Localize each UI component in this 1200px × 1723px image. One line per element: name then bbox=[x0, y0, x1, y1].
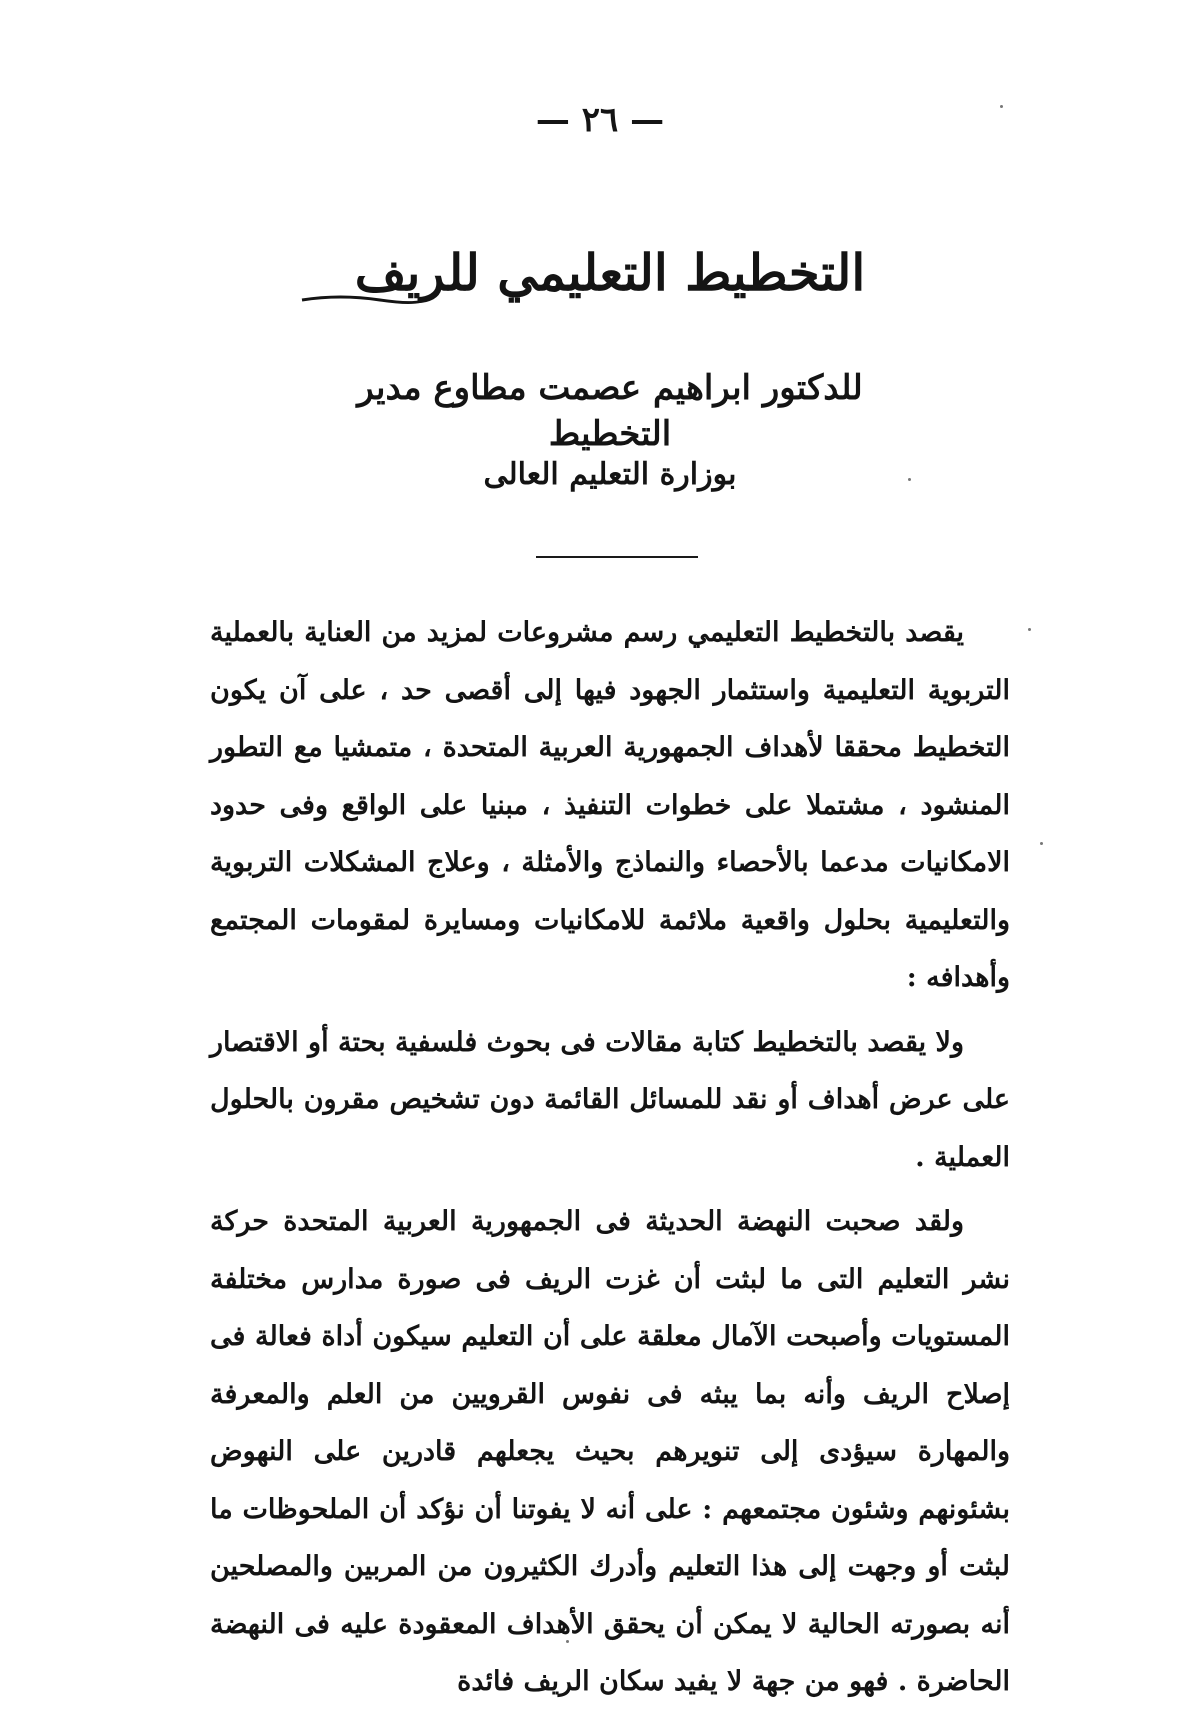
scan-speck bbox=[1028, 628, 1031, 631]
scan-speck bbox=[1040, 842, 1043, 845]
scan-speck bbox=[908, 478, 911, 481]
article-body bbox=[210, 604, 1010, 1718]
paragraph-2: ولا يقصد بالتخطيط كتابة مقالات فى بحوث فلسفية بحتة أو الاقتصار على عرض أهداف أو نقد للمسائل القائمة دون تشخيص مقرون بالحلول العملية . bbox=[210, 1026, 1010, 1173]
title-flourish bbox=[300, 292, 430, 306]
author-line: للدكتور ابراهيم عصمت مطاوع مدير التخطيط bbox=[357, 368, 863, 454]
article-title: التخطيط التعليمي للريف bbox=[354, 243, 866, 302]
paragraph-1: يقصد بالتخطيط التعليمي رسم مشروعات لمزيد من العناية بالعملية التربوية التعليمية واستثمار الجهود فيها إلى أقصى حد ، على آن يكون التخطيط محققا لأهداف الجمهورية العربية المتحدة ، متمشيا مع التطور المنشود ، مشتملا على خطوات التنفيذ ، مبنيا على الواقع وفى حدود الامكانيات مدعما بالأحصاء والنماذج والأمثلة ، وعلاج المشكلات التربوية والتعليمية بحلول واقعية ملائمة للامكانيات ومسايرة لمقومات المجتمع وأهدافه : bbox=[210, 617, 1010, 993]
page-number: — ٢٦ — bbox=[535, 100, 665, 140]
paragraph-3: ولقد صحبت النهضة الحديثة فى الجمهورية العربية المتحدة حركة نشر التعليم التى ما لبثت أن غزت الريف فى صورة مدارس مختلفة المستويات وأصبحت الآمال معلقة على أن التعليم سيكون أداة فعالة فى إصلاح الريف وأنه بما يبثه فى نفوس القرويين من العلم والمعرفة والمهارة سيؤدى إلى تنويرهم بحيث يجعلهم قادرين على النهوض بشئونهم وشئون مجتمعهم : على أنه لا يفوتنا أن نؤكد أن الملحوظات ما لبثت أو وجهت إلى هذا التعليم وأدرك الكثيرون من المربين والمصلحين أنه بصورته الحالية لا يمكن أن يحقق الأهداف المعقودة عليه فى النهضة الحاضرة . فهو من جهة لا يفيد سكان الريف فائدة bbox=[210, 1206, 1010, 1697]
scan-speck bbox=[1000, 105, 1003, 108]
section-divider bbox=[536, 556, 698, 558]
author-affiliation: بوزارة التعليم العالى bbox=[483, 457, 737, 492]
scan-speck bbox=[566, 1640, 569, 1643]
